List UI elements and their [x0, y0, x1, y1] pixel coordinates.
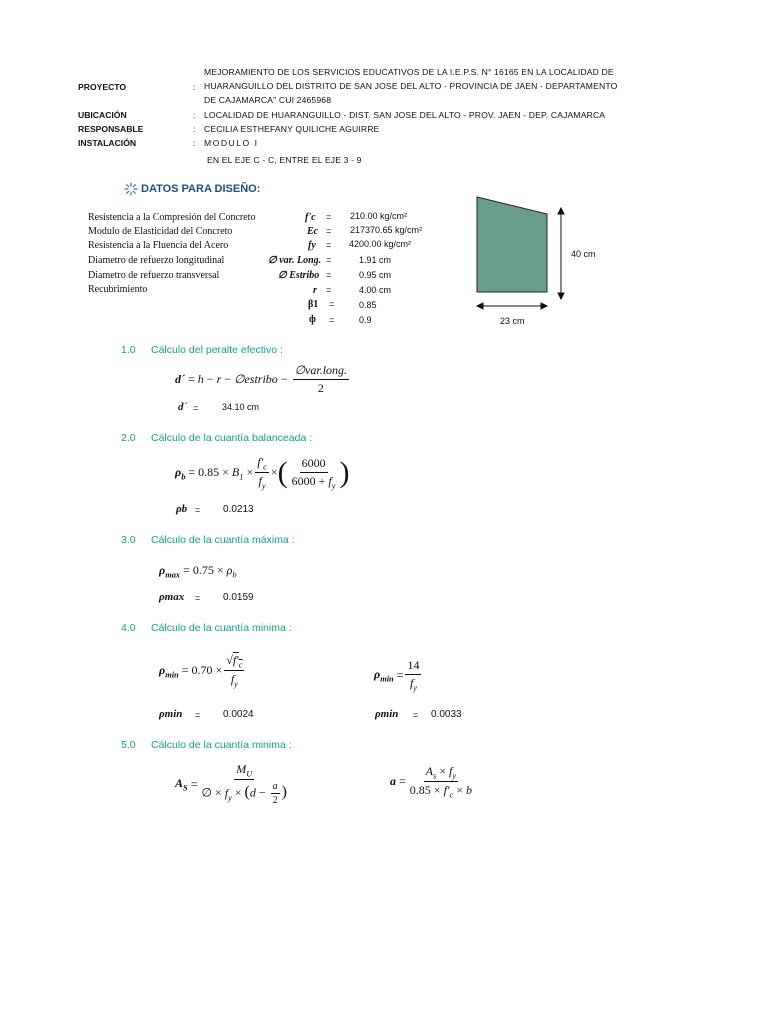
- pmin2-result-value: 0.0033: [431, 709, 462, 720]
- datos-sym-4: ∅ Estribo: [278, 270, 320, 281]
- step-2-num: 2.0: [121, 432, 136, 444]
- datos-sym-5: r: [313, 285, 317, 296]
- step-5-title: Cálculo de la cuantía minima :: [151, 739, 292, 751]
- datos-sym-2: fy: [308, 240, 316, 251]
- datos-sym-3: ∅ var. Long.: [268, 255, 322, 266]
- datos-val-3: 1.91 cm: [359, 255, 392, 265]
- section-diagram: [470, 190, 610, 335]
- beam-section-shape: [477, 197, 547, 292]
- datos-eq-3: =: [326, 255, 332, 265]
- instalacion-value: MODULO I: [204, 138, 259, 148]
- pmin2-result-eq: =: [413, 710, 419, 720]
- proyecto-line-1: MEJORAMIENTO DE LOS SERVICIOS EDUCATIVOS DE LA I.E.P.S. N° 16165 EN LA LOCALIDAD DE: [204, 67, 614, 77]
- proyecto-label: PROYECTO: [78, 82, 127, 92]
- ubicacion-colon: :: [193, 110, 196, 120]
- step-5-num: 5.0: [121, 739, 136, 751]
- datos-eq-1: =: [326, 226, 332, 236]
- datos-val-6: 0.85: [359, 300, 377, 310]
- formula-cuantia-minima-1: $\rho_{min}$ = 0.70 × $\frac{√f'_c}{f_y}$: [159, 653, 243, 689]
- datos-eq-0: =: [326, 212, 332, 222]
- datos-val-5: 4.00 cm: [359, 285, 392, 295]
- datos-sym-0: f'c: [305, 212, 316, 223]
- datos-sym-7: ф: [309, 314, 316, 325]
- formula-peralte: d´ = h − r − ∅estribo − $\frac{\text{∅var.long.}}{2}$: [175, 363, 348, 395]
- sparkle-icon: [124, 182, 138, 201]
- proyecto-line-3: DE CAJAMARCA" CUI 2465968: [204, 95, 332, 105]
- eje-line: EN EL EJE C - C, ENTRE EL EJE 3 - 9: [207, 155, 362, 165]
- pmax-result-eq: =: [195, 593, 201, 603]
- step-4-num: 4.0: [121, 622, 136, 634]
- pmin2-result-label: ρmin: [375, 708, 399, 720]
- datos-desc-1: Modulo de Elasticidad del Concreto: [88, 226, 233, 237]
- d-result-value: 34.10 cm: [222, 402, 260, 412]
- formula-area-acero: $A_S$ = $M_U$ ∅ × $f_y \times (d$ − $\frac{a}{2}$ ): [175, 762, 287, 807]
- step-1-title: Cálculo del peralte efectivo :: [151, 344, 283, 356]
- step-1-num: 1.0: [121, 344, 136, 356]
- height-dimension-arrow: [558, 208, 564, 299]
- datos-eq-7: =: [329, 315, 335, 325]
- datos-desc-5: Recubrimiento: [88, 284, 148, 295]
- formula-profundidad-a: a = $\frac{A_s \times f_y}{0.85 \times f'_c \times b}$: [390, 764, 472, 800]
- datos-sym-6: β1: [308, 299, 319, 310]
- datos-title: DATOS PARA DISEÑO:: [141, 183, 261, 195]
- pb-result-value: 0.0213: [223, 504, 254, 515]
- step-4-title: Cálculo de la cuantía minima :: [151, 622, 292, 634]
- instalacion-colon: :: [193, 138, 196, 148]
- datos-desc-3: Diametro de refuerzo longitudinal: [88, 255, 225, 266]
- pmin1-result-label: ρmin: [159, 708, 183, 720]
- responsable-colon: :: [193, 124, 196, 134]
- responsable-label: RESPONSABLE: [78, 124, 144, 134]
- pmax-result-value: 0.0159: [223, 592, 254, 603]
- pmax-result-label: ρmax: [159, 591, 185, 603]
- ubicacion-label: UBICACIÓN: [78, 110, 127, 120]
- ubicacion-value: LOCALIDAD DE HUARANGUILLO - DIST. SAN JOSE DEL ALTO - PROV. JAEN - DEP. CAJAMARCA: [204, 110, 606, 120]
- width-label: 23 cm: [500, 316, 525, 326]
- step-2-title: Cálculo de la cuantía balanceada :: [151, 432, 313, 444]
- datos-eq-5: =: [326, 285, 332, 295]
- datos-val-0: 210.00 kg/cm²: [350, 211, 408, 221]
- step-3-title: Cálculo de la cuantía máxima :: [151, 534, 295, 546]
- pb-result-label: ρb: [176, 503, 188, 515]
- datos-sym-1: Ec: [307, 226, 319, 237]
- height-label: 40 cm: [571, 249, 596, 259]
- pb-result-eq: =: [195, 505, 201, 515]
- datos-val-1: 217370.65 kg/cm²: [350, 225, 423, 235]
- instalacion-label: INSTALACIÓN: [78, 138, 137, 148]
- step-3-num: 3.0: [121, 534, 136, 546]
- datos-val-4: 0.95 cm: [359, 270, 392, 280]
- d-result-label: d´: [178, 401, 188, 413]
- datos-eq-2: =: [326, 240, 332, 250]
- formula-cuantia-maxima: $\rho_{max} = 0.75 \times \rho_b$: [159, 563, 237, 580]
- proyecto-colon: :: [193, 82, 196, 92]
- proyecto-line-2: HUARANGUILLO DEL DISTRITO DE SAN JOSE DEL ALTO - PROVINCIA DE JAEN - DEPARTAMENTO: [204, 81, 618, 91]
- datos-desc-4: Diametro de refuerzo transversal: [88, 270, 220, 281]
- d-result-eq: =: [193, 403, 199, 413]
- width-dimension-arrow: [477, 303, 547, 309]
- datos-eq-6: =: [329, 299, 335, 309]
- datos-desc-2: Resistencia a la Fluencia del Acero: [88, 240, 229, 251]
- pmin1-result-value: 0.0024: [223, 709, 254, 720]
- pmin1-result-eq: =: [195, 710, 201, 720]
- formula-cuantia-minima-2: $\rho_{min}$ = $\frac{14}{f_y}$: [374, 658, 420, 693]
- datos-val-7: 0.9: [359, 315, 372, 325]
- datos-val-2: 4200.00 kg/cm²: [349, 239, 412, 249]
- datos-eq-4: =: [326, 270, 332, 280]
- datos-desc-0: Resistencia a la Compresión del Concreto: [88, 212, 256, 223]
- formula-cuantia-balanceada: $\rho_b$ = 0.85 × $B_1$ × $\frac{f'_c}{f_y}$ × ( $\frac{6000}{6000 + f_y}$ ): [175, 455, 350, 491]
- responsable-value: CECILIA ESTHEFANY QUILICHE AGUIRRE: [204, 124, 380, 134]
